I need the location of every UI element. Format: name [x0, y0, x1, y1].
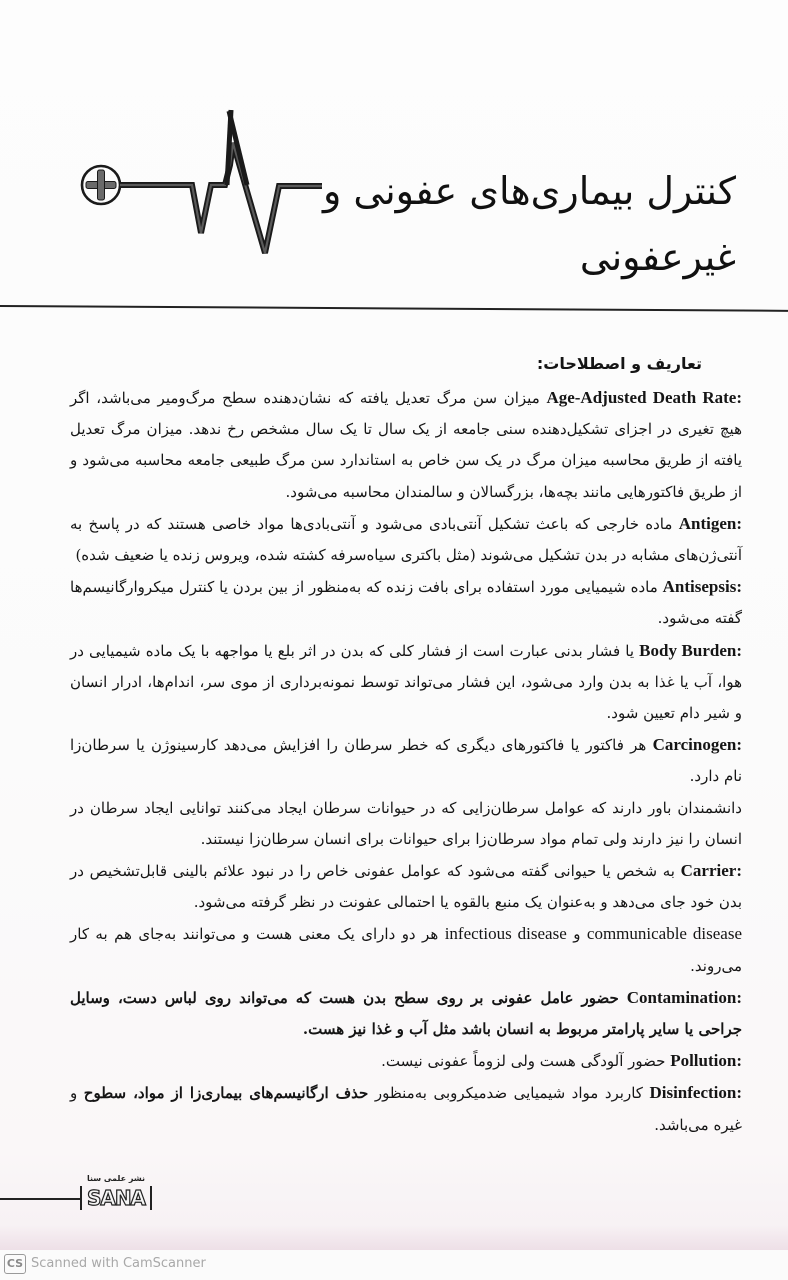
term-label: Contamination: — [626, 987, 742, 1007]
definition-text: به شخص یا حیوانی گفته می‌شود که عوامل عفونی خاص را در نبود علائم بالینی قابل‌تشخیص در بدن خود جای می‌دهد و به‌عنوان یک منبع بالقوه یا احتمالی عفونت در نظر گرفته می‌شود. — [70, 862, 742, 912]
definition-text: هر دو دارای یک معنی هست و می‌توانند به‌جای هم به کار می‌روند. — [70, 925, 742, 975]
definition-body-burden — [70, 635, 742, 730]
term-label: Carrier: — [680, 861, 742, 881]
camscanner-logo-icon: CS — [4, 1254, 26, 1274]
definition-text: میزان سن مرگ تعدیل یافته که نشان‌دهنده سطح مرگ‌ومیر می‌باشد، اگر هیچ تغیری در اجزای تشکیل‌دهنده سنی جامعه از یک سال تا یک سال مشخص رخ ندهد. میزان مرگ تعدیل یافته از طریق محاسبه میزان مرگ در یک سن خاص به استاندارد سن مرگ طبیعی جامعه محاسبه می‌شود و از طریق فاکتورهایی مانند بچه‌ها، بزرگسالان و سالمندان محاسبه می‌شود. — [70, 389, 742, 501]
chapter-title-line2: غیرعفونی — [579, 235, 736, 279]
definition-contamination — [70, 982, 742, 1045]
scanner-watermark-text: Scanned with CamScanner — [31, 1256, 206, 1271]
header-divider — [0, 305, 788, 312]
definition-text: کاربرد مواد شیمیایی ضدمیکروبی به‌منظور — [368, 1084, 650, 1103]
definition-antigen — [70, 508, 742, 571]
definition-antisepsis — [70, 571, 742, 634]
section-heading: تعاریف و اصطلاحات: — [536, 354, 702, 373]
definition-carrier — [70, 855, 742, 918]
publisher-rule — [0, 1198, 80, 1200]
page-bottom-tint — [0, 1225, 788, 1250]
term-label: Carcinogen: — [652, 735, 742, 755]
term-label: Antisepsis: — [662, 577, 742, 597]
publisher-logo: SANA — [80, 1186, 152, 1210]
definition-age-adjusted-death-rate — [70, 382, 742, 508]
definition-pollution — [70, 1045, 742, 1077]
definition-carcinogen — [70, 729, 742, 792]
term-label: Pollution: — [670, 1051, 742, 1071]
term-communicable-disease: communicable disease — [586, 924, 742, 944]
term-label: Age-Adjusted Death Rate: — [546, 388, 742, 407]
definition-text: یا فشار بدنی عبارت است از فشار کلی که بدن در اثر بلع یا مواجهه با یک ماده شیمیایی در هوا، آب یا غذا به بدن وارد می‌شود، این فشار می‌تواند توسط نمونه‌برداری از موی سر، اندام‌ها، ادرار انسان و شیر دام تعیین شود. — [70, 641, 742, 723]
definition-text: ماده شیمیایی مورد استفاده برای بافت زنده که به‌منظور از بین بردن یا کنترل میکروارگانیسم‌ها گفته می‌شود. — [70, 578, 742, 628]
publisher-mark — [0, 1168, 160, 1208]
scientists-paragraph: دانشمندان باور دارند که عوامل سرطان‌زایی که در حیوانات سرطان ایجاد می‌کنند توانایی ایجاد سرطان در انسان را نیز دارند ولی تمام مواد سرطان‌زا برای حیوانات برای انسان سرطان‌زا نیستند. — [70, 798, 742, 848]
definitions-section — [70, 348, 742, 1141]
definition-text-bold: حذف ارگانیسم‌های بیماری‌زا از مواد، سطوح — [83, 1084, 369, 1103]
term-infectious-disease: infectious disease — [444, 924, 567, 944]
definition-text: حضور آلودگی هست ولی لزوماً عفونی نیست. — [381, 1052, 671, 1071]
definition-text: حضور عامل عفونی بر روی سطح بدن هست که می‌تواند روی لباس دست، وسایل جراحی یا سایر پارامتر مربوط به انسان باشد مثل آب و غذا نیز هست. — [70, 988, 742, 1039]
definition-text-tail: و غیره می‌باشد. — [70, 1084, 742, 1134]
definition-synonyms — [70, 918, 742, 981]
term-label: Body Burden: — [639, 640, 742, 660]
term-label: Disinfection: — [649, 1083, 742, 1103]
term-label: Antigen: — [678, 513, 742, 533]
scanner-watermark — [0, 1250, 788, 1280]
publisher-name: نشر علمی سنا — [86, 1174, 145, 1183]
chapter-title — [256, 158, 736, 290]
definition-text: هر فاکتور یا فاکتورهای دیگری که خطر سرطان را افزایش می‌دهد کارسینوژن یا سرطان‌زا نام دارد. — [70, 736, 742, 786]
definition-disinfection — [70, 1077, 742, 1140]
synonym-joiner: و — [566, 925, 587, 944]
chapter-title-line1: کنترل بیماری‌های عفونی و — [322, 169, 736, 213]
definition-text: ماده خارجی که باعث تشکیل آنتی‌بادی می‌شود و آنتی‌بادی‌ها مواد خاصی هستند که در پاسخ به آنتی‌ژن‌های مشابه در بدن تشکیل می‌شوند (مثل باکتری سیاه‌سرفه کشته شده، ویروس زنده یا ضعیف شده) — [70, 514, 742, 565]
